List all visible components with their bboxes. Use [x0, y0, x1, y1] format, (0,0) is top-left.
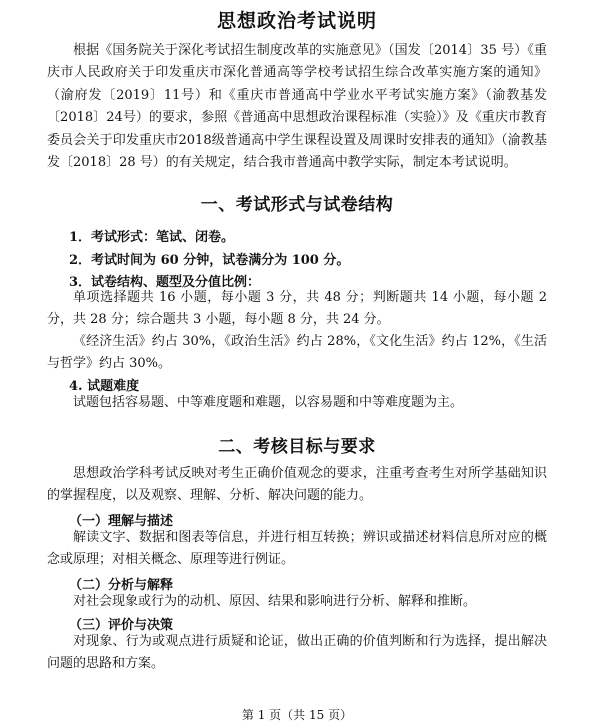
- exam-form-item: 1．考试形式：笔试、闭卷。: [69, 230, 235, 245]
- intro-paragraph: 根据《国务院关于深化考试招生制度改革的实施意见》（国发〔2014〕35 号）《重庆市人民政府关于印发重庆市深化普通高等学校考试招生综合改革实施方案的通知》（渝府发〔2019〕11号）和《重庆市普通高中学业水平考试实施方案》（渝教基发〔2018〕24号）的要求，参照《普通高中思想政治课程标准（实验）》及《重庆市教育委员会关于印发重庆市2018级普通高中学生课程设置及周课时安排表的通知》（渝教基发〔2018〕28 号）的有关规定，结合我市普通高中教学实际，制定本考试说明。: [47, 43, 547, 171]
- paper-structure-item: 3．试卷结构、题型及分值比例：: [69, 275, 261, 290]
- section-1-heading: 一、考试形式与试卷结构: [200, 195, 394, 215]
- subsection-understanding-text: 解读文字、数据和图表等信息，并进行相互转换；辨识或描述材料信息所对应的概念或原理；对相关概念、原理等进行例证。: [47, 530, 547, 568]
- subsection-analysis-heading: （二）分析与解释: [69, 578, 174, 593]
- module-proportions-paragraph: 《经济生活》约占 30%，《政治生活》约占 28%，《文化生活》约占 12%，《生活与哲学》约占 30%。: [47, 334, 547, 372]
- subsection-understanding-heading: （一）理解与描述: [69, 514, 174, 529]
- section-2-heading: 二、考核目标与要求: [218, 437, 376, 457]
- subsection-analysis-text: 对社会现象或行为的动机、原因、结果和影响进行分析、解释和推断。: [73, 594, 477, 609]
- exam-time-item: 2．考试时间为 60 分钟，试卷满分为 100 分。: [69, 253, 350, 268]
- question-types-paragraph: 单项选择题共 16 小题，每小题 3 分，共 48 分；判断题共 14 小题，每小题 2 分，共 28 分；综合题共 3 小题，每小题 8 分，共 24 分。: [47, 290, 547, 328]
- subsection-evaluation-text: 对现象、行为或观点进行质疑和论证，做出正确的价值判断和行为选择，提出解决问题的思路和方案。: [47, 634, 547, 672]
- assessment-intro-paragraph: 思想政治学科考试反映对考生正确价值观念的要求，注重考查考生对所学基础知识的掌握程度，以及观察、理解、分析、解决问题的能力。: [47, 466, 547, 504]
- subsection-evaluation-heading: （三）评价与决策: [69, 618, 174, 633]
- document-title: 思想政治考试说明: [216, 10, 377, 32]
- page-footer: 第 1 页（共 15 页）: [241, 708, 353, 722]
- difficulty-item: 4. 试题难度: [69, 379, 140, 394]
- difficulty-paragraph: 试题包括容易题、中等难度题和难题，以容易题和中等难度题为主。: [73, 395, 464, 410]
